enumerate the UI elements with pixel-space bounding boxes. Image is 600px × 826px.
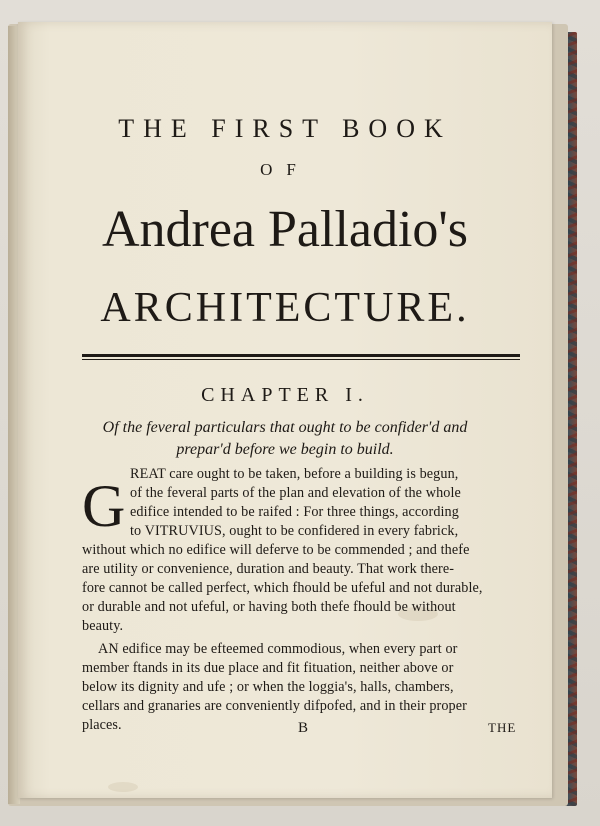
work-title: ARCHITECTURE. <box>100 285 470 331</box>
of-line: OF <box>260 160 310 179</box>
body-line: below its dignity and ufe ; or when the loggia's, halls, chambers, <box>82 679 454 695</box>
signature-mark: B <box>298 720 309 736</box>
title-rule-thin <box>82 359 520 360</box>
foxing-spot <box>108 782 138 792</box>
body-line: or durable and not ufeful, or having both thefe fhould be without <box>82 599 456 615</box>
book-page <box>18 22 552 798</box>
title-rule <box>82 354 520 357</box>
body-line: places. <box>82 717 122 733</box>
drop-cap: G <box>82 473 126 539</box>
body-line: member ftands in its due place and fit fituation, neither above or <box>82 660 454 676</box>
body-line: of the feveral parts of the plan and elevation of the whole <box>130 485 461 501</box>
body-line: to VITRUVIUS, ought to be confidered in every fabrick, <box>130 523 459 539</box>
body-line: are utility or convenience, duration and beauty. That work there- <box>82 561 455 577</box>
chapter-subtitle-line: prepar'd before we begin to build. <box>176 441 394 458</box>
body-line: without which no edifice will deferve to be commended ; and thefe <box>82 542 470 558</box>
chapter-subtitle-line: Of the feveral particulars that ought to be confider'd and <box>102 419 468 436</box>
body-line: AN edifice may be efteemed commodious, when every part or <box>98 641 458 657</box>
author-name: Andrea Palladio's <box>101 201 469 258</box>
body-line: REAT care ought to be taken, before a building is begun, <box>130 466 459 482</box>
book-title: THE FIRST BOOK <box>118 114 452 143</box>
catchword: THE <box>488 720 517 735</box>
body-line: beauty. <box>82 618 124 634</box>
chapter-heading: CHAPTER I. <box>201 384 369 406</box>
body-line: fore cannot be called perfect, which fhould be ufeful and not durable, <box>82 580 483 596</box>
body-line: edifice intended to be raifed : For three things, according <box>130 504 459 520</box>
body-line: cellars and granaries are conveniently difpofed, and in their proper <box>82 698 467 714</box>
